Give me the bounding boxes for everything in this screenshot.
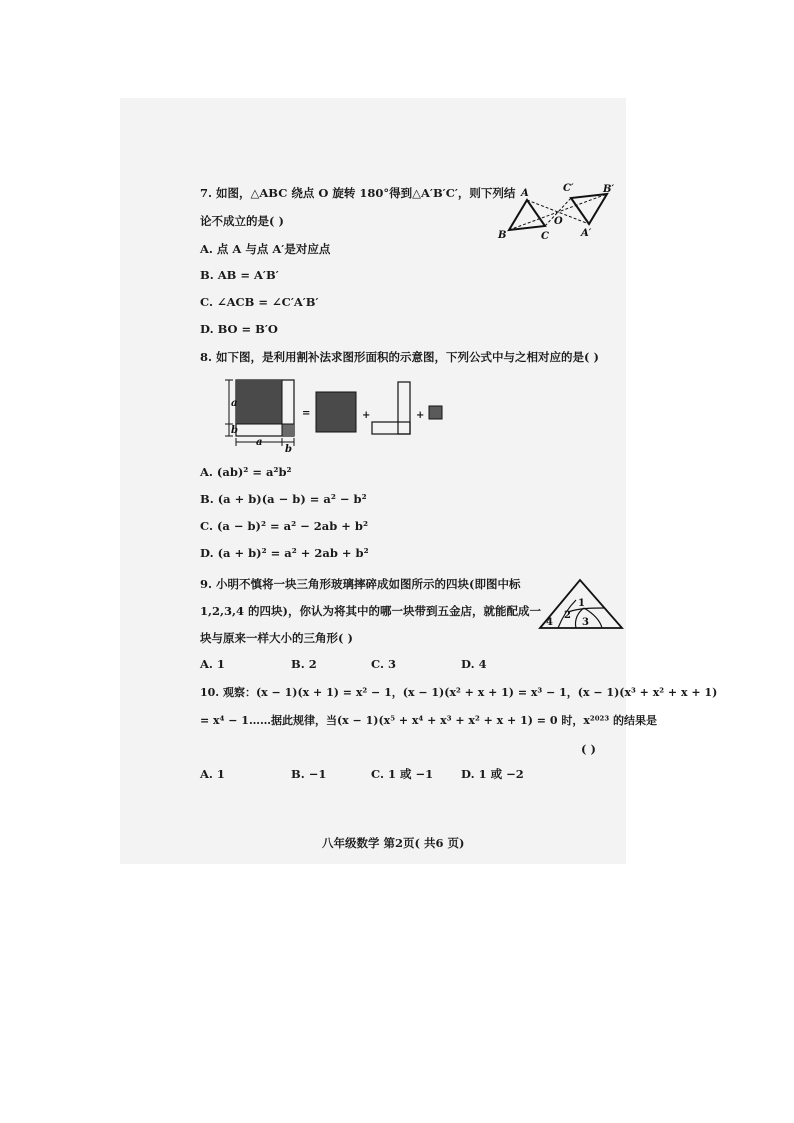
q7-label-b: B [498,230,507,241]
q7-stem-line2: 论不成立的是( ) [200,214,284,228]
q7-label-a: A [521,188,529,199]
q8-option-a: A. (ab)² = a²b² [200,465,292,479]
q8-option-d: D. (a + b)² = a² + 2ab + b² [200,546,369,560]
q7-option-c: C. ∠ACB = ∠C′A′B′ [200,295,319,309]
q8-label-a-bottom: a [256,437,263,448]
q7-option-b: B. AB = A′B′ [200,268,279,282]
q7-option-d: D. BO = B′O [200,322,278,336]
q9-option-a: A. 1 [200,657,225,671]
q8-option-c: C. (a − b)² = a² − 2ab + b² [200,519,369,533]
q10-answer-paren: ( ) [581,742,596,756]
q7-label-a-prime: A′ [581,228,592,239]
q9-option-d: D. 4 [461,657,487,671]
q8-option-b: B. (a + b)(a − b) = a² − b² [200,492,367,506]
q7-label-b-prime: B′ [603,184,615,195]
q7-option-a: A. 点 A 与点 A′是对应点 [200,242,331,256]
q7-stem-line1: 7. 如图，△ABC 绕点 O 旋转 180°得到△A′B′C′，则下列结 [200,186,516,200]
q8-equals-sign: = [302,408,311,419]
q9-label-2: 2 [564,610,571,621]
q9-option-b: B. 2 [291,657,317,671]
q10-option-b: B. −1 [291,767,327,781]
q9-stem-line1: 9. 小明不慎将一块三角形玻璃摔碎成如图所示的四块(即图中标 [200,577,521,591]
q9-label-4: 4 [546,617,553,628]
q9-stem-line2: 1,2,3,4 的四块)，你认为将其中的哪一块带到五金店，就能配成一 [200,604,541,618]
q9-option-c: C. 3 [371,657,396,671]
q7-label-c: C [541,231,549,242]
q8-label-b-bottom: b [285,444,292,455]
q7-label-o: O [554,216,563,227]
q10-stem-line2: = x⁴ − 1……据此规律，当(x − 1)(x⁵ + x⁴ + x³ + x² + x + 1) = 0 时，x²⁰²³ 的结果是 [200,714,657,727]
q9-label-1: 1 [578,598,585,609]
q9-broken-triangle-figure [538,578,624,630]
q8-stem: 8. 如下图，是利用割补法求图形面积的示意图，下列公式中与之相对应的是( ) [200,350,599,364]
q9-label-3: 3 [582,617,589,628]
q8-plus-sign-1: + [362,410,371,421]
q9-stem-line3: 块与原来一样大小的三角形( ) [200,631,353,645]
q10-option-c: C. 1 或 −1 [371,767,434,781]
q8-label-a-side: a [231,398,238,409]
page-footer: 八年级数学 第2页( 共6 页) [322,836,465,850]
q10-stem-line1: 10. 观察：(x − 1)(x + 1) = x² − 1，(x − 1)(x² + x + 1) = x³ − 1，(x − 1)(x³ + x² + x + 1) [200,686,718,699]
q8-area-figure [222,378,462,454]
q8-plus-sign-2: + [416,410,425,421]
q10-option-d: D. 1 或 −2 [461,767,524,781]
q8-label-b-side: b [231,425,238,436]
q10-option-a: A. 1 [200,767,225,781]
q7-rotation-figure [495,182,625,242]
q7-label-c-prime: C′ [563,183,574,194]
